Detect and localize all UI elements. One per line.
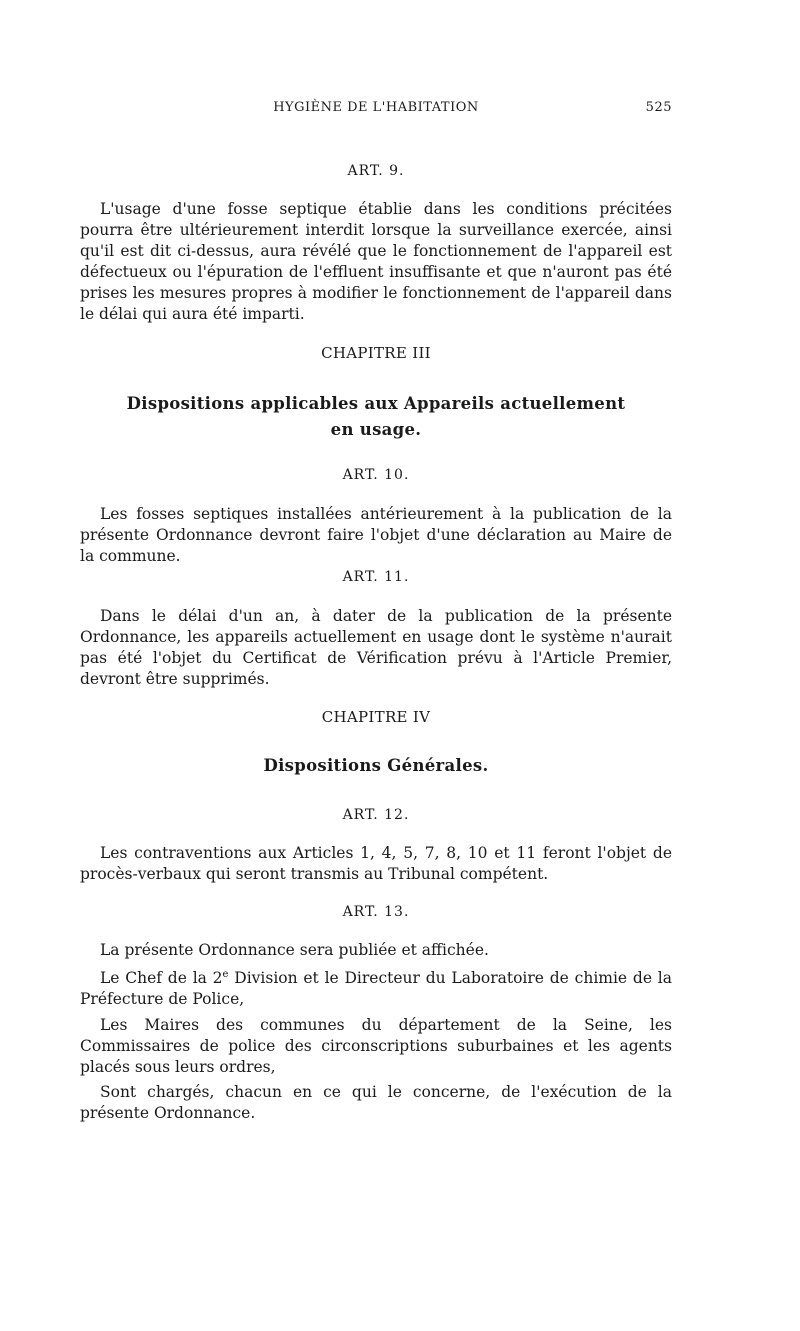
chapter-3-heading: Dispositions applicables aux Appareils actuellement en usage. — [126, 394, 626, 439]
article-13-paragraph-2-end: Division et le Directeur du Laboratoire de chimie de la Préfecture de Police, — [80, 969, 672, 1008]
article-13-label: ART. 13. — [342, 904, 410, 920]
article-10-text: Les fosses septiques installées antérieurement à la publication de la présente Ordonnance devront faire l'objet d'une déclaration au Maire de la commune. — [80, 505, 672, 565]
article-11-text: Dans le délai d'un an, à dater de la publication de la présente Ordonnance, les appareils actuellement en usage dont le système n'aurait pas été l'objet du Certificat de Vérification prévu à l'Article Premier, devront être supprimés. — [80, 607, 672, 688]
article-10-label: ART. 10. — [342, 467, 410, 483]
article-12-text: Les contraventions aux Articles 1, 4, 5, 7, 8, 10 et 11 feront l'objet de procès-verbaux qui seront transmis au Tribunal compétent. — [80, 844, 672, 883]
article-13-paragraph-2 — [80, 968, 672, 1010]
article-12-label: ART. 12. — [342, 807, 410, 823]
article-13-paragraph-1: La présente Ordonnance sera publiée et affichée. — [100, 941, 489, 959]
running-header — [80, 100, 672, 120]
article-11-label: ART. 11. — [342, 569, 410, 585]
article-13-paragraph-2-start: Le Chef de la 2 — [100, 969, 223, 987]
chapter-3-label: CHAPITRE III — [321, 344, 431, 362]
article-13-paragraph-4: Sont chargés, chacun en ce qui le concerne, de l'exécution de la présente Ordonnance. — [80, 1083, 672, 1122]
article-9-text: L'usage d'une fosse septique établie dans les conditions précitées pourra être ultérieurement interdit lorsque la surveillance exercée, ainsi qu'il est dit ci-dessus, aura révélé que le fonctionnement de l'appareil est défectueux ou l'épuration de l'effluent insuffisante et que n'auront pas été prises les mesures propres à modifier le fonctionnement de l'appareil dans le délai qui aura été imparti. — [80, 200, 672, 323]
article-13-paragraph-3: Les Maires des communes du département de la Seine, les Commissaires de police des circonscriptions suburbaines et les agents placés sous leurs ordres, — [80, 1016, 672, 1076]
running-title: HYGIÈNE DE L'HABITATION — [273, 100, 479, 115]
page-number: 525 — [645, 100, 672, 115]
chapter-4-label: CHAPITRE IV — [321, 708, 431, 726]
chapter-4-heading: Dispositions Générales. — [263, 756, 489, 775]
superscript-e: e — [222, 968, 229, 980]
article-9-label: ART. 9. — [347, 163, 405, 179]
